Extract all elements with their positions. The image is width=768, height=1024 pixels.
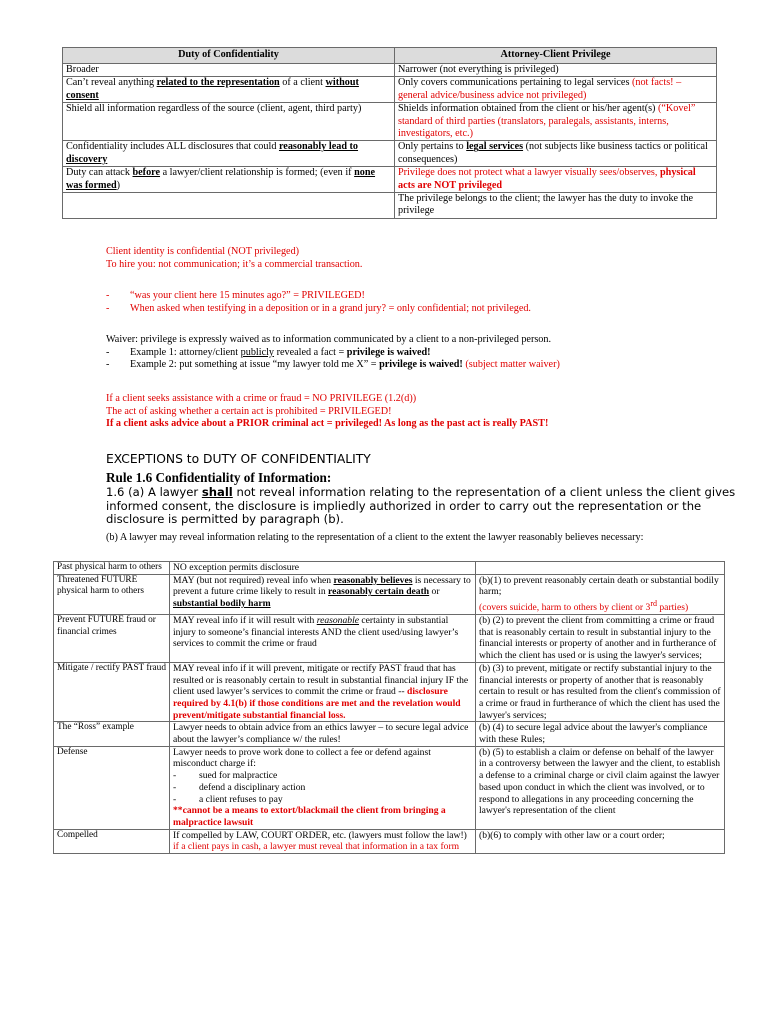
table-row bbox=[54, 615, 725, 663]
text: 1.6 (a) A lawyer bbox=[106, 485, 202, 499]
table-row bbox=[63, 141, 717, 167]
text: not reveal information relating to the representation of a client unless the client gives informed consent, the disclosure is impliedly authorized in order to carry out the representation or the disclosure is permitted by paragraph (b). bbox=[106, 485, 736, 527]
red-emphasis: **cannot be a means to extort/blackmail the client from bringing a malpractice lawsuit bbox=[173, 805, 446, 828]
waiver-text: Waiver: privilege is expressly waived as to information communicated by a client to a non-privileged person. bbox=[106, 334, 552, 345]
note-client-identity: Client identity is confidential (NOT privileged) bbox=[106, 246, 300, 257]
emphasis: reasonably lead to discovery bbox=[66, 141, 359, 165]
red-note: Privilege does not protect what a lawyer visually sees/observes, bbox=[398, 167, 660, 179]
cell-left bbox=[63, 141, 395, 167]
cell-explanation: Lawyer needs to obtain advice from an ethics lawyer – to secure legal advice about the lawyer’s compliance w/ the rules! bbox=[170, 722, 476, 746]
client-identity-notes bbox=[106, 246, 746, 271]
list-item bbox=[106, 303, 746, 316]
text: is necessary to prevent a future crime likely to result in bbox=[173, 574, 471, 598]
cell-category: Threatened FUTURE physical harm to others bbox=[54, 574, 170, 614]
cell-left bbox=[63, 193, 395, 219]
cell-explanation bbox=[170, 574, 476, 614]
text: Example 1: attorney/client bbox=[130, 346, 241, 358]
note-asking: The act of asking whether a certain act is prohibited = PRIVILEGED! bbox=[106, 405, 392, 417]
emphasis: without consent bbox=[66, 77, 359, 101]
emphasis: reasonable bbox=[316, 615, 359, 626]
note-crime-fraud: If a client seeks assistance with a crime or fraud = NO PRIVILEGE (1.2(d)) bbox=[106, 393, 417, 404]
table-row bbox=[63, 167, 717, 193]
dash-marker: - bbox=[173, 793, 177, 805]
text: Confidentiality includes ALL disclosures that could bbox=[66, 141, 279, 153]
text: Shields information obtained from the client or his/her agent(s) bbox=[398, 103, 659, 115]
defense-list bbox=[173, 770, 472, 805]
text: MAY reveal info if it will prevent, mitigate or rectify PAST fraud that has resulted or is reasonably certain to result in substantial financial injury IF the client used lawyer’s services to commit the crime or fraud -- bbox=[173, 662, 469, 698]
text: revealed a fact = bbox=[274, 346, 347, 358]
dash-marker: - bbox=[106, 290, 110, 301]
cell-right: The privilege belongs to the client; the lawyer has the duty to invoke the privilege bbox=[395, 193, 717, 219]
exceptions-heading: EXCEPTIONS to DUTY OF CONFIDENTIALITY bbox=[106, 452, 371, 466]
red-emphasis: disclosure required by 4.1(b) if those conditions are met and the revelation would prevent/mitigate substantial financial loss. bbox=[173, 686, 461, 721]
dash-marker: - bbox=[173, 781, 177, 793]
text: (not subjects like business tactics or political consequences) bbox=[398, 141, 708, 165]
cell-left: Broader bbox=[63, 64, 395, 77]
cell-explanation: NO exception permits disclosure bbox=[170, 562, 476, 575]
text: When asked when testifying in a deposition or in a grand jury? = only confidential; not privileged. bbox=[130, 302, 531, 314]
cell-rule: (b)(6) to comply with other law or a court order; bbox=[476, 829, 725, 853]
text: (b)(1) to prevent reasonably certain death or substantial bodily harm; bbox=[479, 574, 719, 598]
text: “was your client here 15 minutes ago?” = PRIVILEGED! bbox=[130, 290, 365, 301]
red-note: (subject matter waiver) bbox=[462, 359, 560, 371]
rule-paragraph-b: (b) A lawyer may reveal information relating to the representation of a client to the extent the lawyer reasonably believes necessary: bbox=[106, 532, 644, 543]
table-row bbox=[63, 103, 717, 141]
exceptions-table bbox=[53, 561, 725, 854]
cell-right: Narrower (not everything is privileged) bbox=[395, 64, 717, 77]
cell-right bbox=[395, 77, 717, 103]
rule-heading: Rule 1.6 Confidentiality of Information: bbox=[106, 470, 332, 485]
cell-right bbox=[395, 103, 717, 141]
crime-fraud-section bbox=[106, 393, 746, 431]
text: a client refuses to pay bbox=[199, 793, 283, 805]
dash-marker: - bbox=[106, 346, 110, 358]
emphasis: privilege is waived! bbox=[379, 359, 463, 371]
waiver-section bbox=[106, 334, 746, 372]
emphasis: privilege is waived! bbox=[346, 346, 431, 358]
text: certainty in substantial injury to someone’s financial interests AND the client used/using lawyer’s services to commit the crime or fraud bbox=[173, 615, 459, 650]
list-item bbox=[106, 359, 746, 372]
list-item bbox=[173, 782, 472, 794]
cell-category: Past physical harm to others bbox=[54, 562, 170, 575]
cell-rule bbox=[476, 574, 725, 614]
table-row bbox=[63, 64, 717, 77]
emphasis: shall bbox=[201, 485, 233, 499]
note-to-hire: To hire you: not communication; it’s a commercial transaction. bbox=[106, 258, 363, 270]
cell-right bbox=[395, 141, 717, 167]
text: Can’t reveal anything bbox=[66, 77, 157, 89]
text: Example 2: put something at issue “my lawyer told me X” = bbox=[130, 359, 380, 371]
text: Only covers communications pertaining to legal services bbox=[398, 77, 632, 89]
rule-paragraph-a bbox=[106, 486, 754, 527]
table-row bbox=[54, 829, 725, 853]
text: Duty can attack bbox=[66, 167, 133, 179]
list-item bbox=[173, 794, 472, 806]
emphasis: before bbox=[132, 167, 161, 179]
red-note: (not facts! – general advice/business advice not privileged) bbox=[398, 77, 682, 101]
text: MAY (but not required) reveal info when bbox=[173, 574, 334, 586]
list-item bbox=[106, 290, 746, 303]
text: defend a disciplinary action bbox=[199, 781, 306, 793]
text: of a client bbox=[279, 77, 326, 89]
text: If compelled by LAW, COURT ORDER, etc. (lawyers must follow the law!) bbox=[173, 829, 467, 841]
cell-rule: (b) (5) to establish a claim or defense on behalf of the lawyer in a controversy between the lawyer and the client, to establish a defense to a criminal charge or civil claim against the lawyer based upon conduct in which the client was involved, or to respond to allegations in any proceeding concerning the lawyer's representation of the client bbox=[476, 746, 725, 829]
emphasis: none was formed bbox=[66, 167, 376, 191]
emphasis: legal services bbox=[466, 141, 524, 153]
table-row bbox=[63, 193, 717, 219]
red-note bbox=[479, 599, 689, 614]
header-privilege: Attorney-Client Privilege bbox=[395, 48, 717, 64]
dash-marker: - bbox=[106, 302, 110, 314]
table-row bbox=[54, 722, 725, 746]
dash-marker: - bbox=[106, 359, 110, 371]
emphasis: substantial bodily harm bbox=[173, 598, 271, 610]
table-row bbox=[54, 574, 725, 614]
text: parties) bbox=[656, 602, 689, 614]
list-item bbox=[106, 347, 746, 360]
red-note: (“Kovel” standard of third parties (translators, paralegals, assistants, interns, investigators, etc.) bbox=[398, 103, 696, 140]
list-item bbox=[173, 770, 472, 782]
cell-explanation bbox=[170, 829, 476, 853]
text: Only pertains to bbox=[398, 141, 467, 153]
cell-left: Shield all information regardless of the source (client, agent, third party) bbox=[63, 103, 395, 141]
text: or bbox=[429, 586, 440, 598]
dash-marker: - bbox=[173, 770, 177, 782]
text: ) bbox=[116, 179, 121, 191]
text: MAY reveal info if it will result with bbox=[173, 615, 317, 626]
emphasis: publicly bbox=[240, 346, 275, 358]
cell-rule: (b) (4) to secure legal advice about the lawyer's compliance with these Rules; bbox=[476, 722, 725, 746]
cell-category: Defense bbox=[54, 746, 170, 829]
cell-category: Compelled bbox=[54, 829, 170, 853]
cell-right bbox=[395, 167, 717, 193]
cell-rule bbox=[476, 562, 725, 575]
confidentiality-vs-privilege-table bbox=[62, 47, 717, 219]
cell-rule: (b) (3) to prevent, mitigate or rectify substantial injury to the financial interests or property of another that is reasonably certain to result or has resulted from the client's commission of a crime or fraud in furtherance of which the client has used the lawyer's services; bbox=[476, 662, 725, 722]
superscript: rd bbox=[650, 599, 657, 609]
table-row bbox=[54, 662, 725, 722]
table-header-row bbox=[63, 48, 717, 64]
note-prior-act: If a client asks advice about a PRIOR criminal act = privileged! As long as the past act is really PAST! bbox=[106, 418, 549, 430]
cell-left bbox=[63, 167, 395, 193]
text: Lawyer needs to prove work done to collect a fee or defend against misconduct charge if: bbox=[173, 746, 431, 770]
cell-category: Prevent FUTURE fraud or financial crimes bbox=[54, 615, 170, 663]
text: sued for malpractice bbox=[199, 770, 278, 782]
cell-rule: (b) (2) to prevent the client from committing a crime or fraud that is reasonably certain to result in substantial injury to the financial interests or property of another and in furtherance of which the client has used or is using the lawyer's services; bbox=[476, 615, 725, 663]
privilege-examples bbox=[106, 290, 746, 315]
cell-left bbox=[63, 77, 395, 103]
text: (covers suicide, harm to others by client or 3 bbox=[479, 602, 651, 614]
emphasis: related to the representation bbox=[156, 77, 280, 89]
cell-category: The “Ross” example bbox=[54, 722, 170, 746]
text: a lawyer/client relationship is formed; (even if bbox=[160, 167, 355, 179]
table-row bbox=[54, 562, 725, 575]
table-row bbox=[63, 77, 717, 103]
red-emphasis: physical acts are NOT privileged bbox=[398, 167, 696, 191]
red-note: if a client pays in cash, a lawyer must reveal that information in a tax form bbox=[173, 841, 460, 853]
cell-category: Mitigate / rectify PAST fraud bbox=[54, 662, 170, 722]
table-row bbox=[54, 746, 725, 829]
header-duty: Duty of Confidentiality bbox=[63, 48, 395, 64]
cell-explanation bbox=[170, 615, 476, 663]
cell-explanation bbox=[170, 746, 476, 829]
cell-explanation bbox=[170, 662, 476, 722]
emphasis: reasonably believes bbox=[333, 574, 413, 586]
emphasis: reasonably certain death bbox=[328, 586, 430, 598]
